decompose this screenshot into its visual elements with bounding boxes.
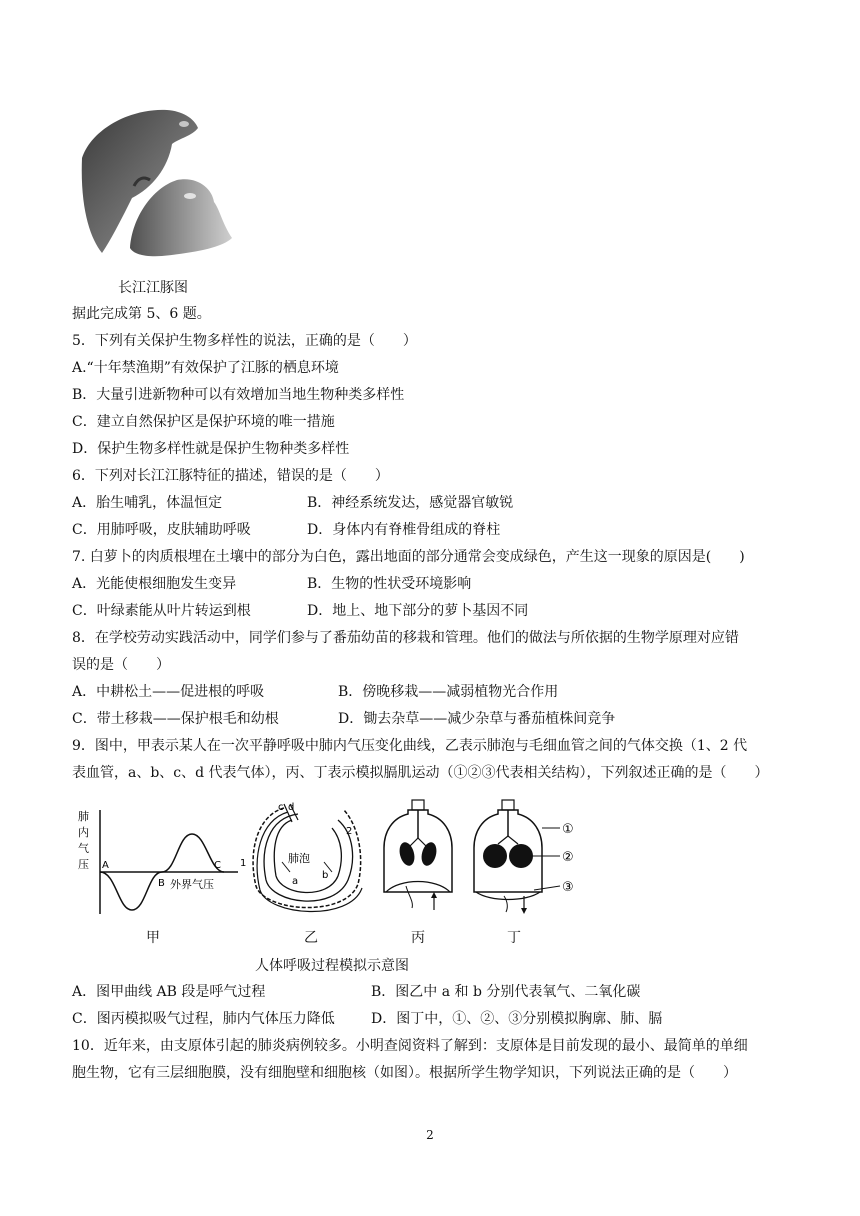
alveolus-marker-d: d: [288, 802, 295, 813]
question-8-option-c: C．带土移栽——保护根毛和幼根: [72, 711, 279, 727]
alveolus-marker-c: c: [278, 802, 284, 813]
graph-y-label-1: 肺: [78, 810, 89, 823]
question-9-option-d: D．图丁中，①、②、③分别模拟胸廓、肺、膈: [371, 1011, 663, 1027]
graph-point-c: C: [214, 860, 221, 871]
alveolus-diagram: [238, 800, 364, 916]
question-9-stem-line-2: 表血管，a、b、c、d 代表气体），丙、丁表示模拟膈肌运动（①②③代表相关结构），下列叙述正确的是（ ）: [72, 765, 769, 781]
question-5-option-b: B．大量引进新物种可以有效增加当地生物种类多样性: [72, 387, 405, 403]
finless-porpoise-image: [72, 98, 234, 258]
question-9-option-c: C．图丙模拟吸气过程，肺内气体压力降低: [72, 1011, 335, 1027]
question-8-option-b: B．傍晚移栽——减弱植物光合作用: [338, 684, 559, 700]
question-10-stem-line-1: 10．近年来，由支原体引起的肺炎病例较多。小明查阅资料了解到：支原体是目前发现的最小、最简单的单细: [72, 1038, 748, 1054]
question-6-stem: 6．下列对长江江豚特征的描述，错误的是（ ）: [72, 468, 389, 484]
panel-label-yi: 乙: [304, 930, 318, 946]
bell-jar-exhale-model: [468, 798, 586, 916]
graph-point-a: A: [102, 860, 109, 871]
question-7-option-b: B．生物的性状受环境影响: [307, 576, 472, 592]
question-8-option-a: A．中耕松土——促进根的呼吸: [72, 684, 265, 700]
question-9-stem-line-1: 9．图中，甲表示某人在一次平静呼吸中肺内气压变化曲线，乙表示肺泡与毛细血管之间的气体交换（1、2 代: [72, 738, 748, 754]
panel-label-jia: 甲: [146, 930, 160, 946]
respiration-figure-caption: 人体呼吸过程模拟示意图: [255, 958, 409, 974]
question-6-option-c: C．用肺呼吸，皮肤辅助呼吸: [72, 522, 251, 538]
question-5-option-c: C．建立自然保护区是保护环境的唯一措施: [72, 414, 335, 430]
intro-text: 据此完成第 5、6 题。: [72, 306, 211, 322]
question-9-option-b: B．图乙中 a 和 b 分别代表氧气、二氧化碳: [371, 984, 641, 1000]
question-6-option-a: A．胎生哺乳，体温恒定: [72, 495, 223, 511]
question-8-stem-line-1: 8．在学校劳动实践活动中，同学们参与了番茄幼苗的移栽和管理。他们的做法与所依据的生物学原理对应错: [72, 630, 739, 646]
question-8-option-d: D．锄去杂草——减少杂草与番茄植株间竞争: [338, 711, 616, 727]
alveolus-marker-a: a: [292, 876, 299, 887]
panel-label-bing: 丙: [411, 930, 425, 946]
alveolus-marker-1: 1: [240, 858, 247, 869]
graph-y-label-4: 压: [78, 858, 89, 871]
graph-y-label-2: 内: [78, 826, 89, 839]
question-7-option-c: C．叶绿素能从叶片转运到根: [72, 603, 251, 619]
alveolus-label: 肺泡: [288, 852, 310, 865]
question-5-option-d: D．保护生物多样性就是保护生物种类多样性: [72, 441, 350, 457]
question-7-option-a: A．光能使根细胞发生变异: [72, 576, 237, 592]
question-5-stem: 5．下列有关保护生物多样性的说法，正确的是（ ）: [72, 333, 417, 349]
question-7-option-d: D．地上、地下部分的萝卜基因不同: [307, 603, 529, 619]
question-6-option-d: D．身体内有脊椎骨组成的脊柱: [307, 522, 501, 538]
graph-x-label: 外界气压: [170, 878, 214, 891]
bell-jar-marker-3: ③: [562, 880, 574, 895]
page-number: 2: [426, 1128, 434, 1142]
dolphin-caption: 长江江豚图: [118, 280, 188, 296]
question-6-option-b: B．神经系统发达，感觉器官敏锐: [307, 495, 514, 511]
graph-point-b: B: [158, 878, 165, 889]
question-8-stem-line-2: 误的是（ ）: [72, 657, 170, 673]
question-10-stem-line-2: 胞生物，它有三层细胞膜，没有细胞壁和细胞核（如图）。根据所学生物学知识，下列说法正确的是（ ）: [72, 1065, 737, 1081]
panel-label-ding: 丁: [507, 930, 521, 946]
question-5-option-a: A.“十年禁渔期”有效保护了江豚的栖息环境: [72, 360, 339, 376]
graph-y-label-3: 气: [78, 842, 89, 855]
bell-jar-inhale-model: [378, 798, 458, 916]
question-7-stem: 7. 白萝卜的肉质根埋在土壤中的部分为白色，露出地面的部分通常会变成绿色，产生这一现象的原因是( ): [72, 549, 745, 565]
bell-jar-marker-1: ①: [562, 822, 574, 837]
alveolus-marker-b: b: [322, 870, 329, 881]
alveolus-marker-2: 2: [346, 826, 353, 837]
question-9-option-a: A．图甲曲线 AB 段是呼气过程: [72, 984, 266, 1000]
lung-pressure-graph: [74, 806, 260, 918]
bell-jar-marker-2: ②: [562, 850, 574, 865]
